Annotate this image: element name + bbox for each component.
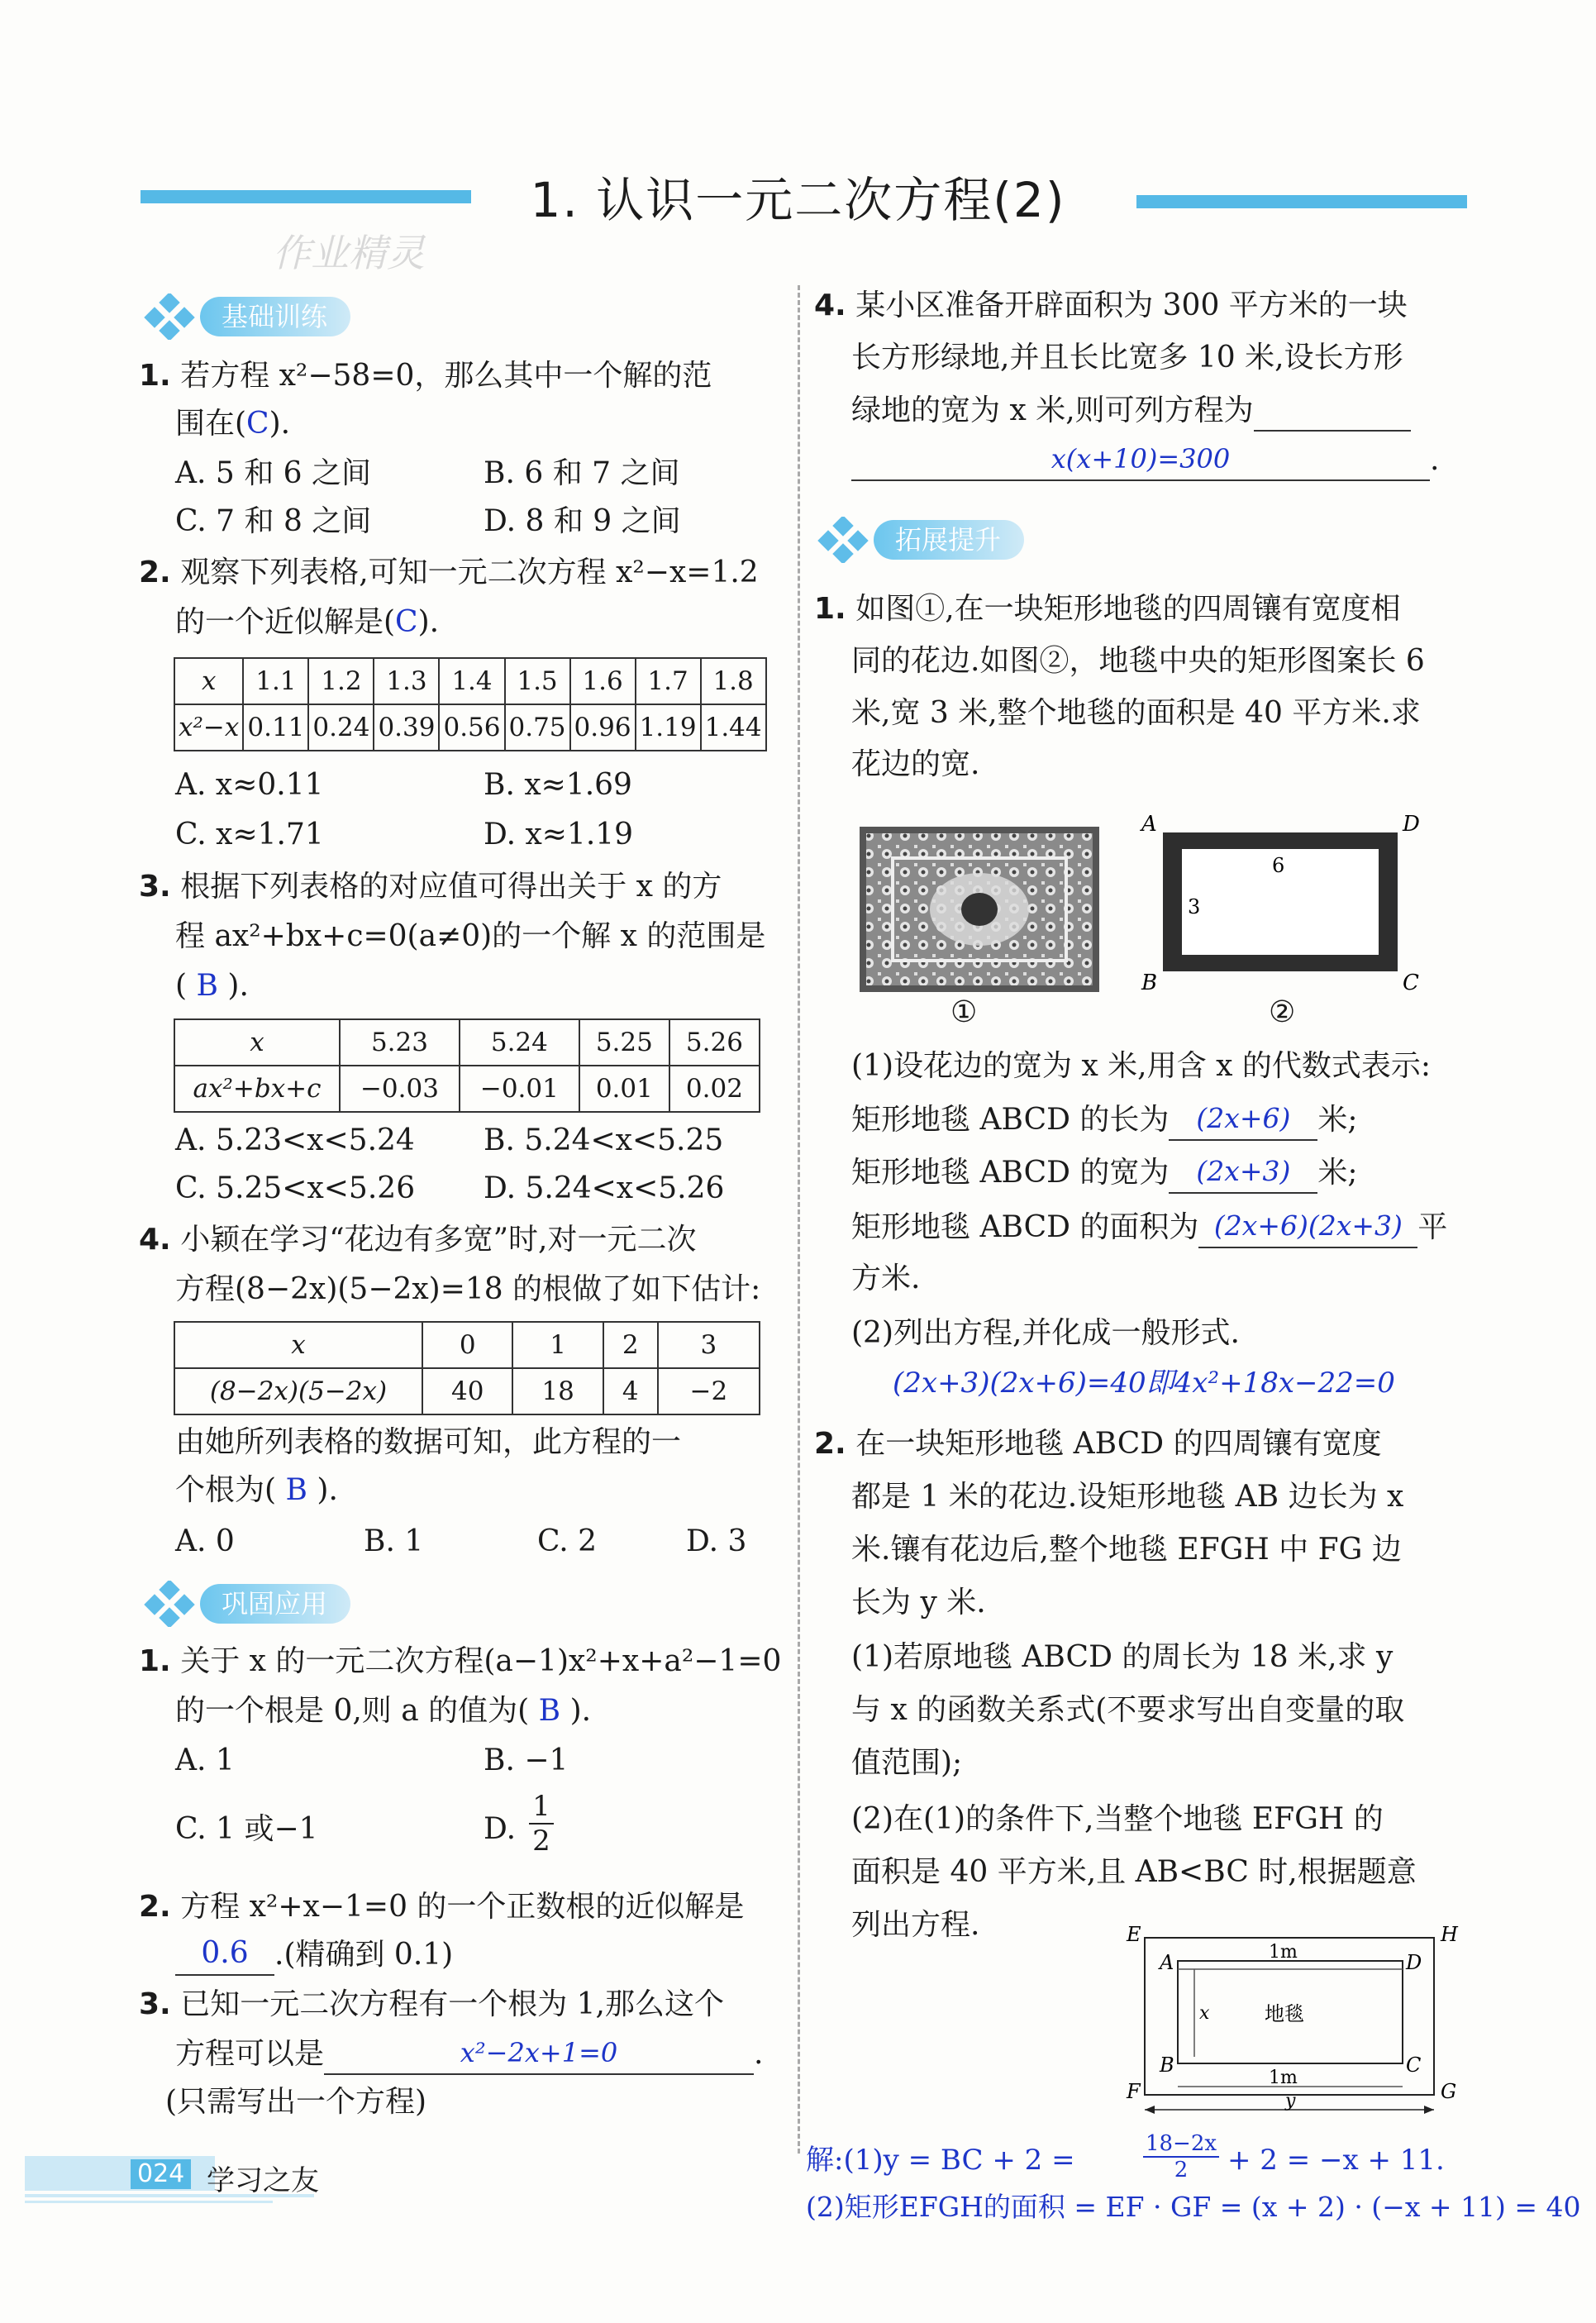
- basic-q3-table: [174, 1018, 760, 1113]
- cons-q1: 1. 关于 x 的一元二次方程(a−1)x²+x+a²−1=0: [139, 1644, 782, 1678]
- label-H: H: [1441, 1923, 1458, 1946]
- ext-q1-len: 矩形地毯 ABCD 的长为 (2x+6) 米;: [851, 1098, 1358, 1141]
- carpet-diagram: [1136, 806, 1434, 1004]
- section-icon: [141, 1581, 198, 1627]
- ext-q2-p1b: 与 x 的函数关系式(不要求写出自变量的取: [851, 1693, 1405, 1727]
- ext-q2-line2: 都是 1 米的花边.设矩形地毯 AB 边长为 x: [851, 1480, 1404, 1514]
- ext-q2-solution1: 解:(1)y = BC + 2 =: [806, 2144, 1075, 2177]
- ext-q2-p1c: 值范围);: [851, 1746, 963, 1780]
- basic-q4r-line2: 长方形绿地,并且长比宽多 10 米,设长方形: [851, 341, 1403, 374]
- ext-q1-area-answer: (2x+6)(2x+3): [1198, 1205, 1417, 1248]
- carpet-frame-diagram: [1120, 1918, 1475, 2116]
- label-B2: B: [1160, 2053, 1174, 2077]
- basic-q2-table: [174, 657, 767, 751]
- basic-q1-optB: B. 6 和 7 之间: [484, 456, 680, 490]
- basic-q3-line3: ( B ).: [175, 969, 249, 1003]
- label-C2: C: [1406, 2053, 1422, 2077]
- basic-q3-optA: A. 5.23<x<5.24: [175, 1123, 415, 1157]
- cons-q3: 3. 已知一元二次方程有一个根为 1,那么这个: [139, 1987, 724, 2021]
- table-row: x 1.1 1.2 1.3 1.4 1.5 1.6 1.7 1.8: [174, 658, 766, 704]
- basic-q4-optD: D. 3: [686, 1524, 747, 1558]
- basic-q3-line2: 程 ax²+bx+c=0(a≠0)的一个解 x 的范围是: [175, 919, 766, 953]
- basic-q4r-answer: x(x+10)=300: [851, 438, 1430, 481]
- section-icon: [814, 517, 872, 563]
- ext-q1: 1. 如图①,在一块矩形地毯的四周镶有宽度相: [814, 592, 1401, 626]
- basic-q2-optA: A. x≈0.11: [175, 768, 324, 802]
- basic-q4: 4. 小颖在学习“花边有多宽”时,对一元二次: [139, 1223, 697, 1257]
- page-number: 024: [131, 2159, 191, 2189]
- label-top-1m: 1m: [1269, 1942, 1298, 1963]
- basic-q1: 1. 若方程 x²−58=0，那么其中一个解的范: [139, 359, 712, 393]
- cons-q2: 2. 方程 x²+x−1=0 的一个正数根的近似解是: [139, 1890, 745, 1924]
- basic-q1-line2: 围在(C).: [175, 407, 291, 441]
- basic-q2-optD: D. x≈1.19: [484, 818, 634, 851]
- ext-q2-p2a: (2)在(1)的条件下,当整个地毯 EFGH 的: [851, 1802, 1384, 1836]
- section-icon: [141, 293, 198, 340]
- basic-q4-line2: 方程(8−2x)(5−2x)=18 的根做了如下估计:: [175, 1272, 761, 1306]
- ext-q1-p1: (1)设花边的宽为 x 米,用含 x 的代数式表示:: [851, 1049, 1431, 1083]
- ext-q2-sol-fraction: 18−2x 2: [1143, 2131, 1219, 2182]
- carpet-photo: [860, 827, 1099, 992]
- cons-q1-fraction: 1 2: [529, 1790, 554, 1858]
- table-row: x²−x 0.11 0.24 0.39 0.56 0.75 0.96 1.19 1.44: [174, 704, 766, 751]
- basic-q3-answer: B: [196, 969, 218, 1003]
- basic-q3-optD: D. 5.24<x<5.26: [484, 1171, 725, 1205]
- basic-q2-optB: B. x≈1.69: [484, 768, 632, 802]
- basic-q1-answer: C: [246, 407, 269, 441]
- cons-q3-line2: 方程可以是 x²−2x+1=0 .: [175, 2032, 763, 2075]
- cons-q1-optC: C. 1 或−1: [175, 1812, 318, 1846]
- ext-q1-line3: 米,宽 3 米,整个地毯的面积是 40 平方米.求: [851, 696, 1421, 730]
- table-row: x 5.23 5.24 5.25 5.26: [174, 1019, 760, 1066]
- label-length: 6: [1272, 854, 1285, 877]
- ext-q1-wid-answer: (2x+3): [1169, 1151, 1317, 1194]
- section-extend-label: 拓展提升: [874, 520, 1024, 560]
- cons-q2-line2: 0.6 .(精确到 0.1): [175, 1933, 453, 1976]
- section-consolidate-label: 巩固应用: [200, 1584, 350, 1624]
- page-title: 1. 认识一元二次方程(2): [530, 172, 1066, 228]
- label-D: D: [1403, 812, 1420, 837]
- fig2-label: ②: [1269, 995, 1296, 1029]
- ext-q2: 2. 在一块矩形地毯 ABCD 的四周镶有宽度: [814, 1427, 1382, 1461]
- cons-q1-answer: B: [538, 1694, 561, 1728]
- ext-q2-p1a: (1)若原地毯 ABCD 的周长为 18 米,求 y: [851, 1640, 1394, 1674]
- cons-q1-optA: A. 1: [175, 1743, 235, 1777]
- cons-q1-optB: B. −1: [484, 1743, 569, 1777]
- basic-q1-optA: A. 5 和 6 之间: [175, 456, 372, 490]
- column-divider: [798, 285, 800, 2154]
- ext-q1-wid: 矩形地毯 ABCD 的宽为 (2x+3) 米;: [851, 1151, 1358, 1194]
- label-D2: D: [1406, 1951, 1422, 1974]
- basic-q3-optC: C. 5.25<x<5.26: [175, 1171, 416, 1205]
- basic-q2-optC: C. x≈1.71: [175, 818, 324, 851]
- ext-q1-p2: (2)列出方程,并化成一般形式.: [851, 1316, 1240, 1350]
- label-G: G: [1441, 2080, 1457, 2103]
- ext-q2-line4: 长为 y 米.: [851, 1586, 986, 1619]
- basic-q1-optC: C. 7 和 8 之间: [175, 504, 372, 538]
- basic-q3: 3. 根据下列表格的对应值可得出关于 x 的方: [139, 870, 722, 904]
- basic-q3-optB: B. 5.24<x<5.25: [484, 1123, 724, 1157]
- ext-q1-area: 矩形地毯 ABCD 的面积为 (2x+6)(2x+3) 平: [851, 1205, 1447, 1248]
- cons-q1-optD: D.: [484, 1812, 517, 1846]
- table-row: (8−2x)(5−2x) 40 18 4 −2: [174, 1368, 760, 1414]
- label-y: y: [1285, 2091, 1296, 2111]
- label-B: B: [1141, 971, 1158, 995]
- label-E: E: [1127, 1923, 1141, 1946]
- label-F: F: [1127, 2080, 1141, 2103]
- basic-q4-right: 4. 某小区准备开辟面积为 300 平方米的一块: [814, 289, 1408, 322]
- cons-q1-line2: 的一个根是 0,则 a 的值为( B ).: [175, 1694, 592, 1728]
- basic-q4-optB: B. 1: [364, 1524, 424, 1558]
- label-carpet: 地毯: [1265, 2002, 1304, 2025]
- ext-q1-line2: 同的花边.如图②，地毯中央的矩形图案长 6: [851, 644, 1425, 678]
- basic-q2: 2. 观察下列表格,可知一元二次方程 x²−x=1.2: [139, 556, 759, 589]
- cons-q3-line3: (只需写出一个方程): [165, 2085, 427, 2119]
- basic-q2-answer: C: [395, 605, 418, 639]
- ext-q2-line3: 米.镶有花边后,整个地毯 EFGH 中 FG 边: [851, 1533, 1402, 1567]
- basic-q1-optD: D. 8 和 9 之间: [484, 504, 681, 538]
- ext-q2-p2c: 列出方程.: [851, 1908, 980, 1942]
- ext-q1-line4: 花边的宽.: [851, 747, 980, 781]
- ext-q2-p2b: 面积是 40 平方米,且 AB<BC 时,根据题意: [851, 1855, 1417, 1889]
- basic-q4r-line3: 绿地的宽为 x 米,则可列方程为: [851, 389, 1411, 432]
- cons-q3-answer: x²−2x+1=0: [324, 2032, 754, 2075]
- label-C: C: [1403, 971, 1419, 995]
- table-row: ax²+bx+c −0.03 −0.01 0.01 0.02: [174, 1066, 760, 1112]
- label-width: 3: [1188, 895, 1201, 918]
- label-A2: A: [1160, 1951, 1174, 1974]
- ext-q1-len-answer: (2x+6): [1169, 1098, 1317, 1141]
- ext-q2-solution2: (2)矩形EFGH的面积 = EF · GF = (x + 2) · (−x + 11) = 40: [806, 2191, 1581, 2223]
- label-A: A: [1141, 812, 1157, 837]
- label-bottom-1m: 1m: [1269, 2068, 1298, 2088]
- basic-q4-table: [174, 1321, 760, 1415]
- basic-q4-line3: 由她所列表格的数据可知，此方程的一: [175, 1425, 682, 1459]
- table-row: x 0 1 2 3: [174, 1322, 760, 1368]
- ext-q2-solution1-post: + 2 = −x + 11.: [1227, 2144, 1445, 2177]
- watermark: 作业精灵: [273, 231, 425, 275]
- basic-q4-line4: 个根为( B ).: [175, 1473, 338, 1507]
- fig1-label: ①: [950, 995, 978, 1029]
- basic-q4r-line4: x(x+10)=300 .: [851, 438, 1439, 481]
- basic-q4-optC: C. 2: [537, 1524, 598, 1558]
- cons-q2-answer: 0.6: [175, 1933, 274, 1976]
- book-title: 学习之友: [207, 2164, 319, 2197]
- basic-q4-optA: A. 0: [175, 1524, 235, 1558]
- section-basic-label: 基础训练: [200, 297, 350, 336]
- ext-q1-p2-answer: (2x+3)(2x+6)=40即4x²+18x−22=0: [893, 1367, 1395, 1400]
- label-x: x: [1199, 2003, 1210, 2024]
- ext-q1-area2: 方米.: [851, 1262, 921, 1295]
- basic-q2-line2: 的一个近似解是(C).: [175, 605, 440, 639]
- basic-q4-answer: B: [285, 1473, 307, 1507]
